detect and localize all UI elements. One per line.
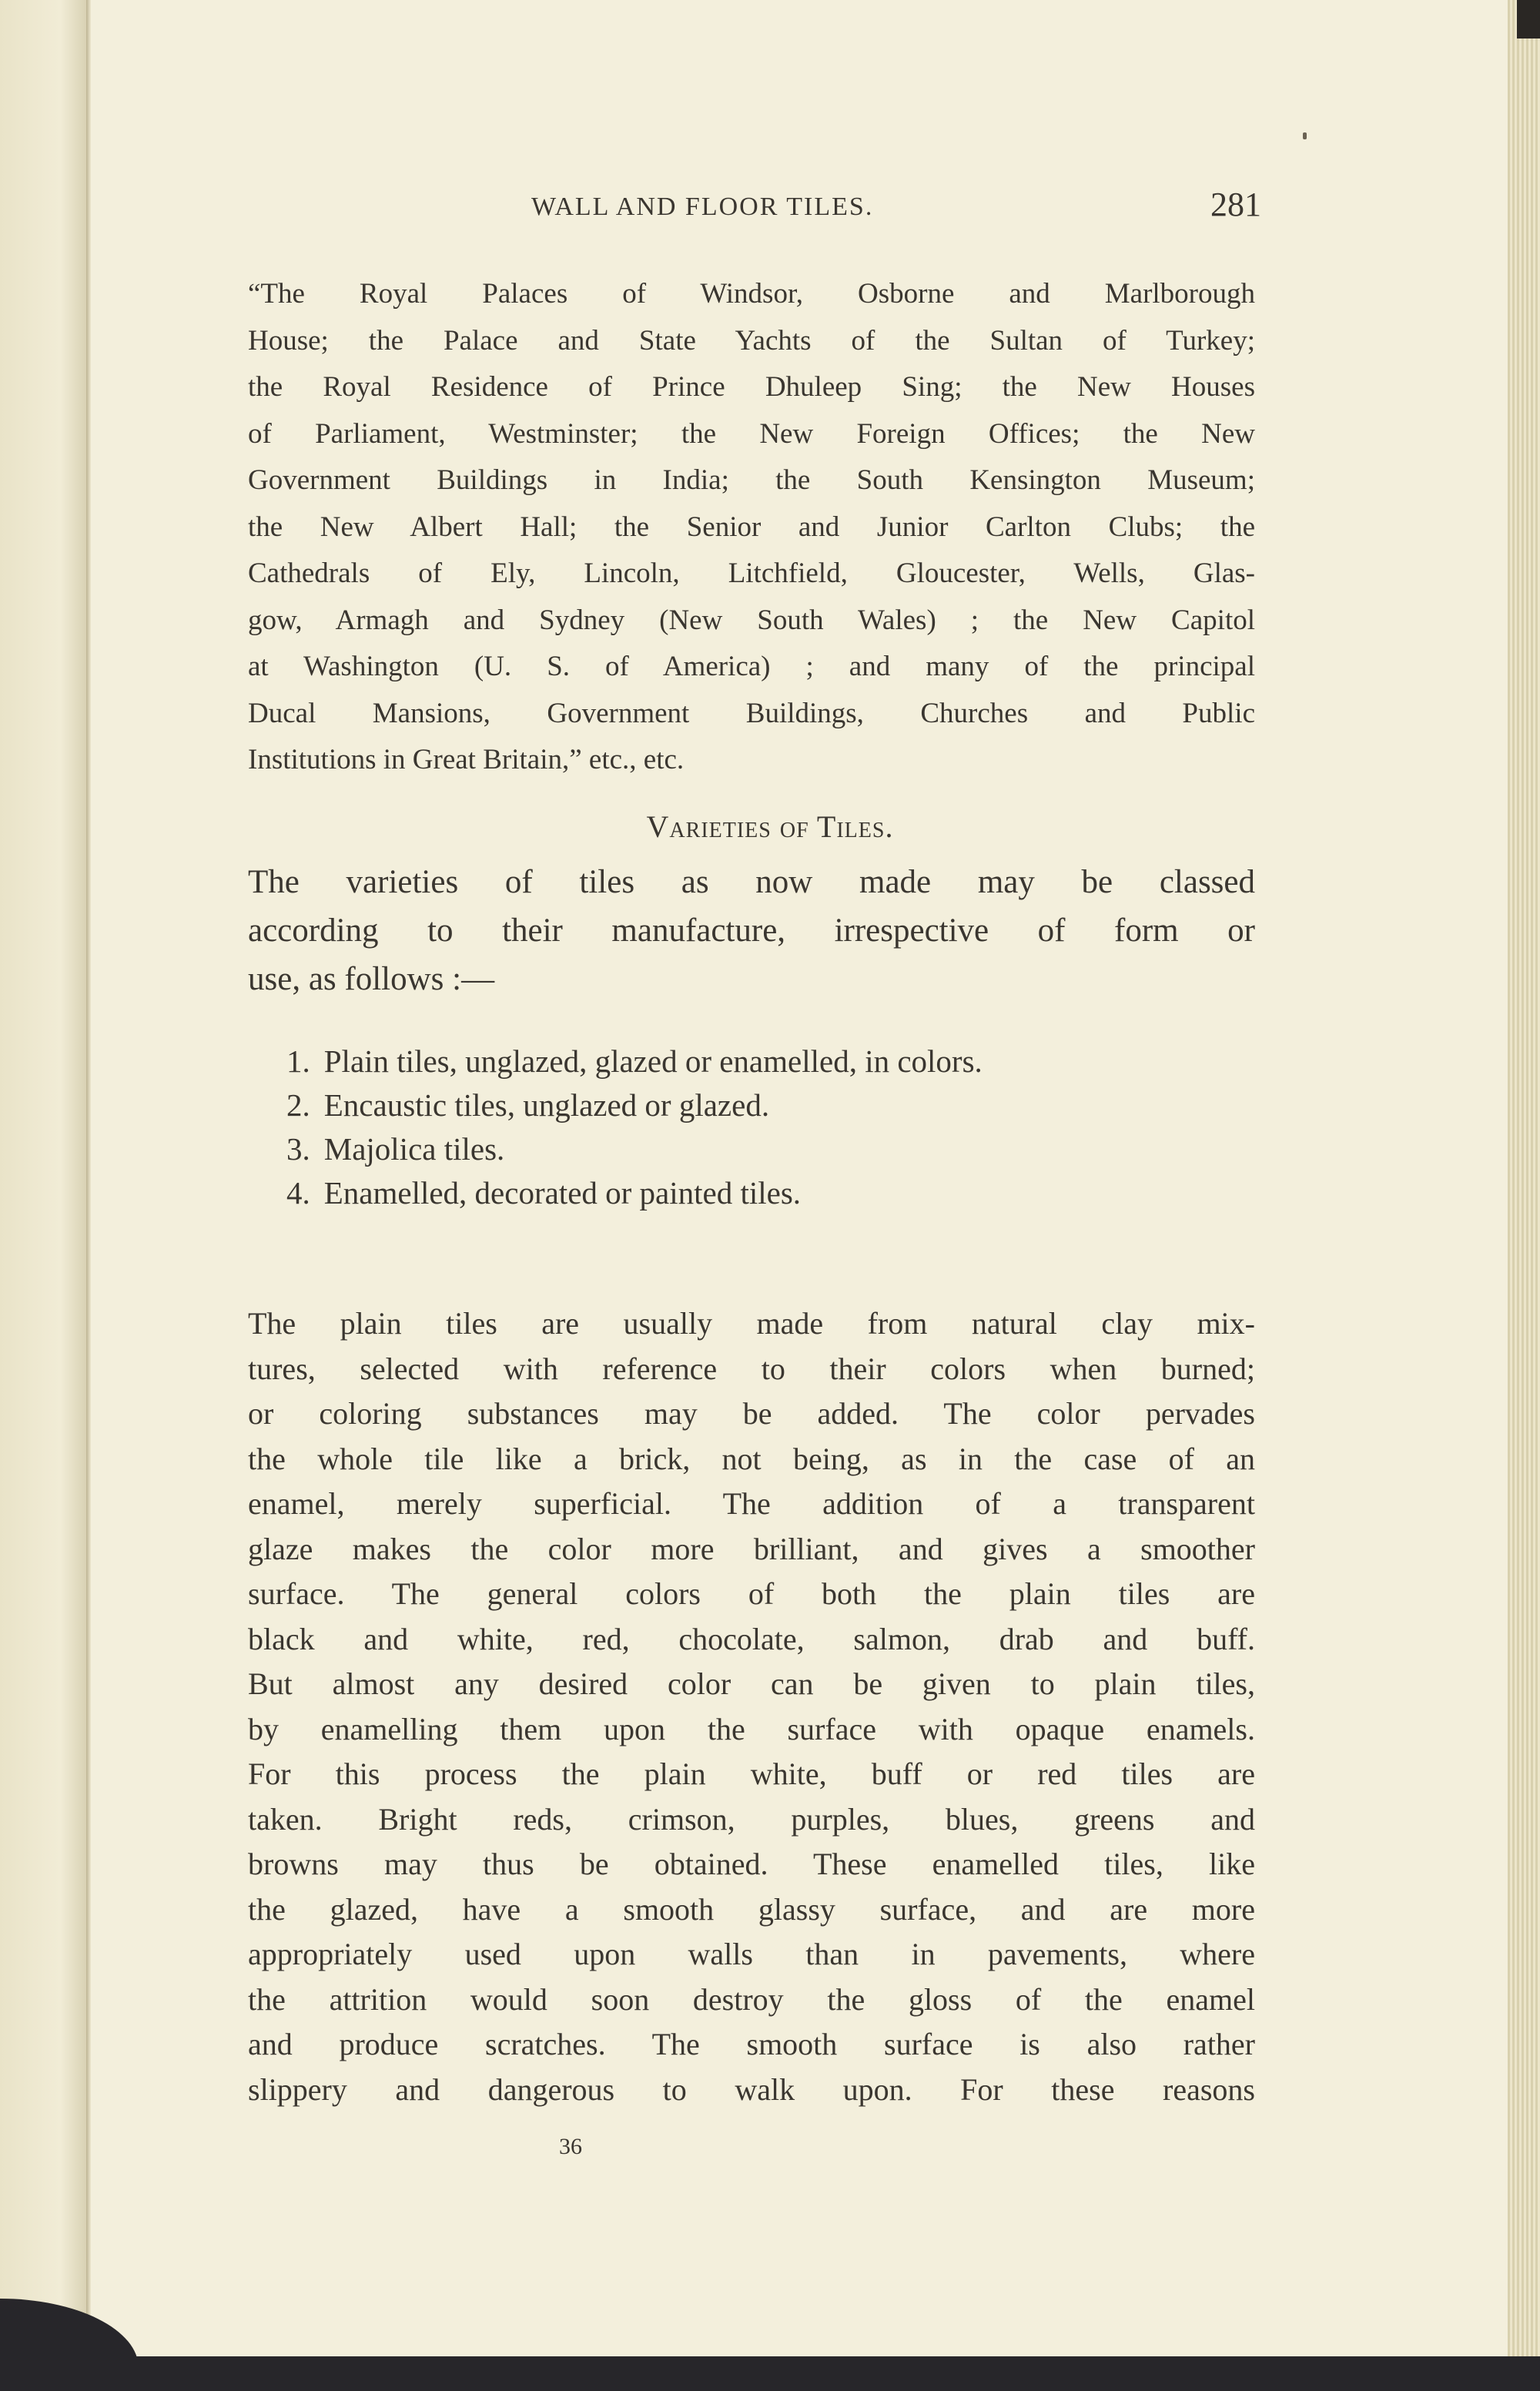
text-line: the New Albert Hall; the Senior and Junior Carlton Clubs; the bbox=[248, 511, 1255, 543]
list-number: 3. bbox=[286, 1131, 310, 1167]
list-item bbox=[286, 1040, 983, 1083]
intro-paragraph bbox=[248, 858, 1255, 1003]
background-bottom bbox=[0, 2356, 1540, 2391]
text-line: the glazed, have a smooth glassy surface, and are more bbox=[248, 1891, 1255, 1927]
text-line: the whole tile like a brick, not being, as in the case of an bbox=[248, 1441, 1255, 1476]
text-line: the attrition would soon destroy the gloss of the enamel bbox=[248, 1981, 1255, 2017]
text-line: appropriately used upon walls than in pavements, where bbox=[248, 1937, 1255, 1971]
text-line: House; the Palace and State Yachts of the Sultan of Turkey; bbox=[248, 324, 1255, 357]
background-corner bbox=[1517, 0, 1540, 39]
text-line: or coloring substances may be added. The color pervades bbox=[248, 1396, 1255, 1431]
list-item bbox=[286, 1127, 983, 1171]
text-line: black and white, red, chocolate, salmon, drab and buff. bbox=[248, 1621, 1255, 1656]
text-line: according to their manufacture, irrespective of form or bbox=[248, 913, 1255, 949]
list-number: 4. bbox=[286, 1175, 310, 1211]
text-line: “The Royal Palaces of Windsor, Osborne and Marlborough bbox=[248, 278, 1255, 310]
text-line: and produce scratches. The smooth surface is also rather bbox=[248, 2027, 1255, 2061]
text-line: of Parliament, Westminster; the New Foreign Offices; the New bbox=[248, 417, 1255, 450]
text-line: surface. The general colors of both the plain tiles are bbox=[248, 1576, 1255, 1611]
text-line: slippery and dangerous to walk upon. For these reasons bbox=[248, 2071, 1255, 2107]
list-text: Enamelled, decorated or painted tiles. bbox=[323, 1175, 802, 1211]
previous-page-edge bbox=[0, 0, 86, 2391]
text-line: Cathedrals of Ely, Lincoln, Litchfield, Gloucester, Wells, Glas- bbox=[248, 558, 1255, 589]
text-line: enamel, merely superficial. The addition of a transparent bbox=[248, 1486, 1255, 1521]
varieties-list bbox=[286, 1040, 983, 1215]
list-item bbox=[286, 1171, 983, 1215]
list-number: 1. bbox=[286, 1043, 310, 1079]
text-line: glaze makes the color more brilliant, and gives a smoother bbox=[248, 1531, 1255, 1566]
text-line: tures, selected with reference to their colors when burned; bbox=[248, 1351, 1255, 1386]
page-number: 281 bbox=[1210, 186, 1261, 223]
text-line: The plain tiles are usually made from natural clay mix- bbox=[248, 1306, 1255, 1341]
text-line: Institutions in Great Britain,” etc., etc. bbox=[248, 744, 685, 775]
text-line: the Royal Residence of Prince Dhuleep Sing; the New Houses bbox=[248, 371, 1255, 403]
body-paragraph bbox=[248, 1301, 1255, 2112]
text-line: But almost any desired color can be given to plain tiles, bbox=[248, 1666, 1255, 1701]
text-line: browns may thus be obtained. These enamelled tiles, like bbox=[248, 1847, 1255, 1881]
signature-mark: 36 bbox=[559, 2134, 582, 2159]
gutter bbox=[86, 0, 91, 2356]
ink-speck bbox=[1303, 132, 1307, 139]
list-text: Encaustic tiles, unglazed or glazed. bbox=[323, 1087, 770, 1123]
running-head: WALL AND FLOOR TILES. bbox=[531, 193, 874, 221]
quote-paragraph bbox=[248, 271, 1255, 784]
page-stack-edge bbox=[1508, 0, 1540, 2372]
text-line: The varieties of tiles as now made may be classed bbox=[248, 864, 1255, 900]
section-heading: Varieties of Tiles. bbox=[646, 809, 894, 844]
text-line: For this process the plain white, buff or red tiles are bbox=[248, 1756, 1255, 1791]
text-line: at Washington (U. S. of America) ; and many of the principal bbox=[248, 651, 1255, 682]
list-text: Majolica tiles. bbox=[323, 1131, 505, 1167]
text-line: Government Buildings in India; the South Kensington Museum; bbox=[248, 464, 1255, 496]
list-item bbox=[286, 1083, 983, 1127]
text-line: Ducal Mansions, Government Buildings, Churches and Public bbox=[248, 697, 1255, 729]
text-line: by enamelling them upon the surface with opaque enamels. bbox=[248, 1711, 1255, 1746]
list-number: 2. bbox=[286, 1087, 310, 1123]
text-line: gow, Armagh and Sydney (New South Wales) ; the New Capitol bbox=[248, 604, 1255, 636]
text-line: taken. Bright reds, crimson, purples, blues, greens and bbox=[248, 1801, 1255, 1837]
text-line: use, as follows :— bbox=[248, 961, 495, 997]
list-text: Plain tiles, unglazed, glazed or enamelled, in colors. bbox=[323, 1043, 983, 1079]
